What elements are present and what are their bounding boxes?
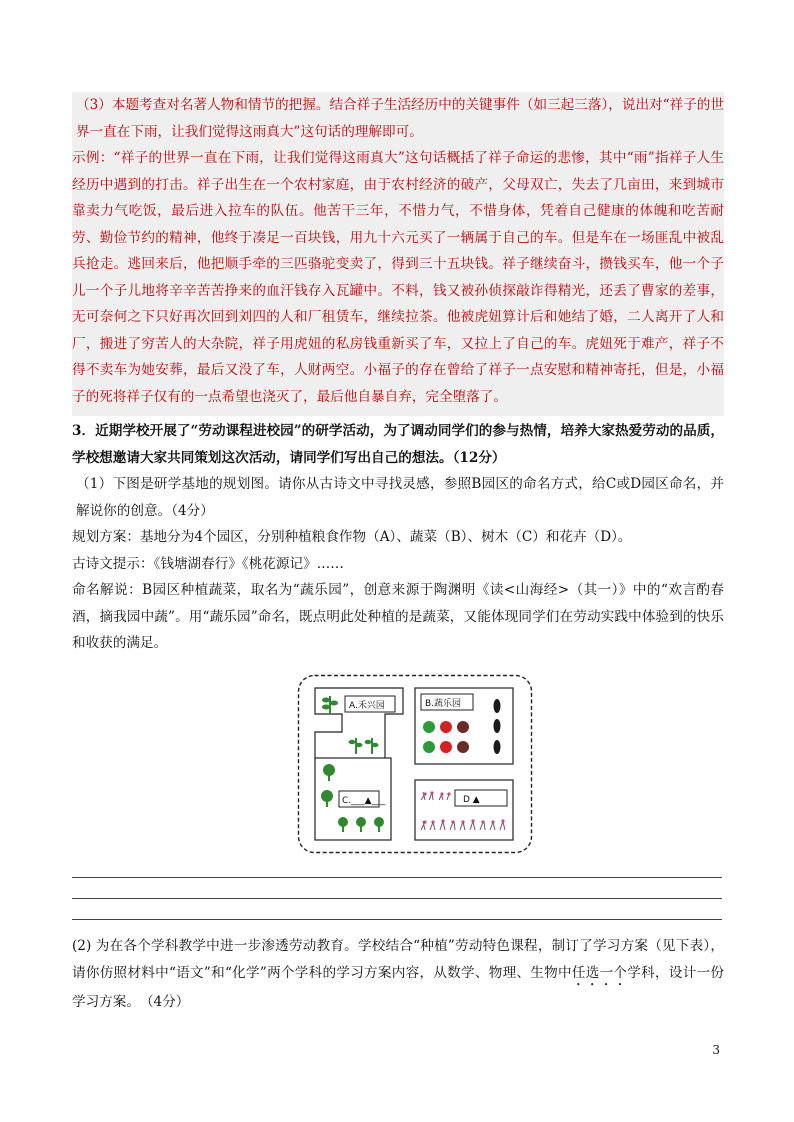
zone-d-outline: [415, 780, 513, 840]
answer-example: 示例：“祥子的世界一直在下雨，让我们觉得这雨真大”这句话概括了祥子命运的悲惨，其中“雨”指祥子人生经历中遇到的打击。祥子出生在一个农村家庭，由于农村经济的破产，父母双亡，失去了几亩田，来到城市靠卖力气吃饭，最后进入拉车的队伍。他苦干三年，不惜力气，不惜身体，凭着自己健康的体魄和吃苦耐劳、勤俭节约的精神，他终于凑足一百块钱，用九十六元买了一辆属于自己的车。但是车在一场匪乱中被乱兵抢走。逃回来后，他把顺手牵的三匹骆驼变卖了，得到三十五块钱。祥子继续奋斗，攒钱买车，他一个子儿一个子儿地将辛辛苦苦挣来的血汗钱存入瓦罐中。不料，钱又被孙侦探敲诈得精光，还丢了曹家的差事，无可奈何之下只好再次回到刘四的人和厂租赁车，继续拉茶。他被虎妞算计后和她结了婚，二人离开了人和厂，搬进了穷苦人的大杂院，祥子用虎妞的私房钱重新买了车，又拉上了自己的车。虎妞死于难产，祥子不得不卖车为她安葬，最后又没了车，人财两空。小福子的存在曾给了祥子一点安慰和精神寄托，但是，小福子的死将祥子仅有的一点希望也浇灭了，最后他自暴自弃，完全堕落了。: [72, 150, 724, 405]
answer-lead: （3）本题考查对名著人物和情节的把握。结合祥子生活经历中的关键事件（如三起三落），说出对“祥子的世界一直在下雨，让我们觉得这雨真大”这句话的理解即可。: [76, 97, 724, 140]
answer-line: [72, 898, 722, 899]
zone-d-label: D ▲: [463, 795, 480, 805]
hint-text: 古诗文提示：《钱塘湖春行》《桃花源记》……: [72, 555, 344, 572]
part2-emphasis: 任选一个: [571, 964, 628, 981]
answer-line: [72, 919, 722, 920]
answer-block: [72, 92, 724, 416]
answer-lines: [72, 877, 722, 940]
part2-text-before: (2) 为在各个学科教学中进一步渗透劳动教育。学校结合“种植”劳动特色课程，制订了学习方案（见下表），请你仿照材料中“语文”和“化学”两个学科的学习方案内容，从数学、物理、生物中: [72, 938, 724, 981]
zone-a-label: A.禾兴园: [349, 701, 385, 711]
question-3: [72, 418, 724, 657]
explain-text: 命名解说：B园区种植蔬菜，取名为“蔬乐园”，创意来源于陶渊明《读<山海经>（其一）》中的“欢言酌春酒，摘我园中蔬”。用“蔬乐园”命名，既点明此处种植的是蔬菜，又能体现同学们在劳动实践中体验到的快乐和收获的满足。: [72, 582, 724, 651]
question-3-part1: （1）下图是研学基地的规划图。请你从古诗文中寻找灵感，参照B园区的命名方式，给C或D园区命名，并解说你的创意。（4分）: [76, 476, 724, 519]
zone-c-label: C.___▲___: [342, 796, 386, 806]
answer-line: [72, 877, 722, 878]
question-3-title: 3．近期学校开展了“劳动课程进校园”的研学活动，为了调动同学们的参与热情，培养大家热爱劳动的品质，学校想邀请大家共同策划这次活动，请同学们写出自己的想法。（12分）: [72, 423, 724, 466]
question-3-part2: [72, 933, 724, 1015]
plan-text: 规划方案：基地分为4个园区，分别种植粮食作物（A）、蔬菜（B）、树木（C）和花卉（D）。: [72, 529, 632, 545]
part2-text: [72, 933, 724, 1015]
base-plan-diagram: [297, 674, 533, 854]
page-number: 3: [712, 1043, 720, 1057]
zone-b-label: B.蔬乐园: [425, 699, 462, 709]
part2-text-after: 学科，设计一份学习方案。 （4分）: [72, 964, 725, 1010]
